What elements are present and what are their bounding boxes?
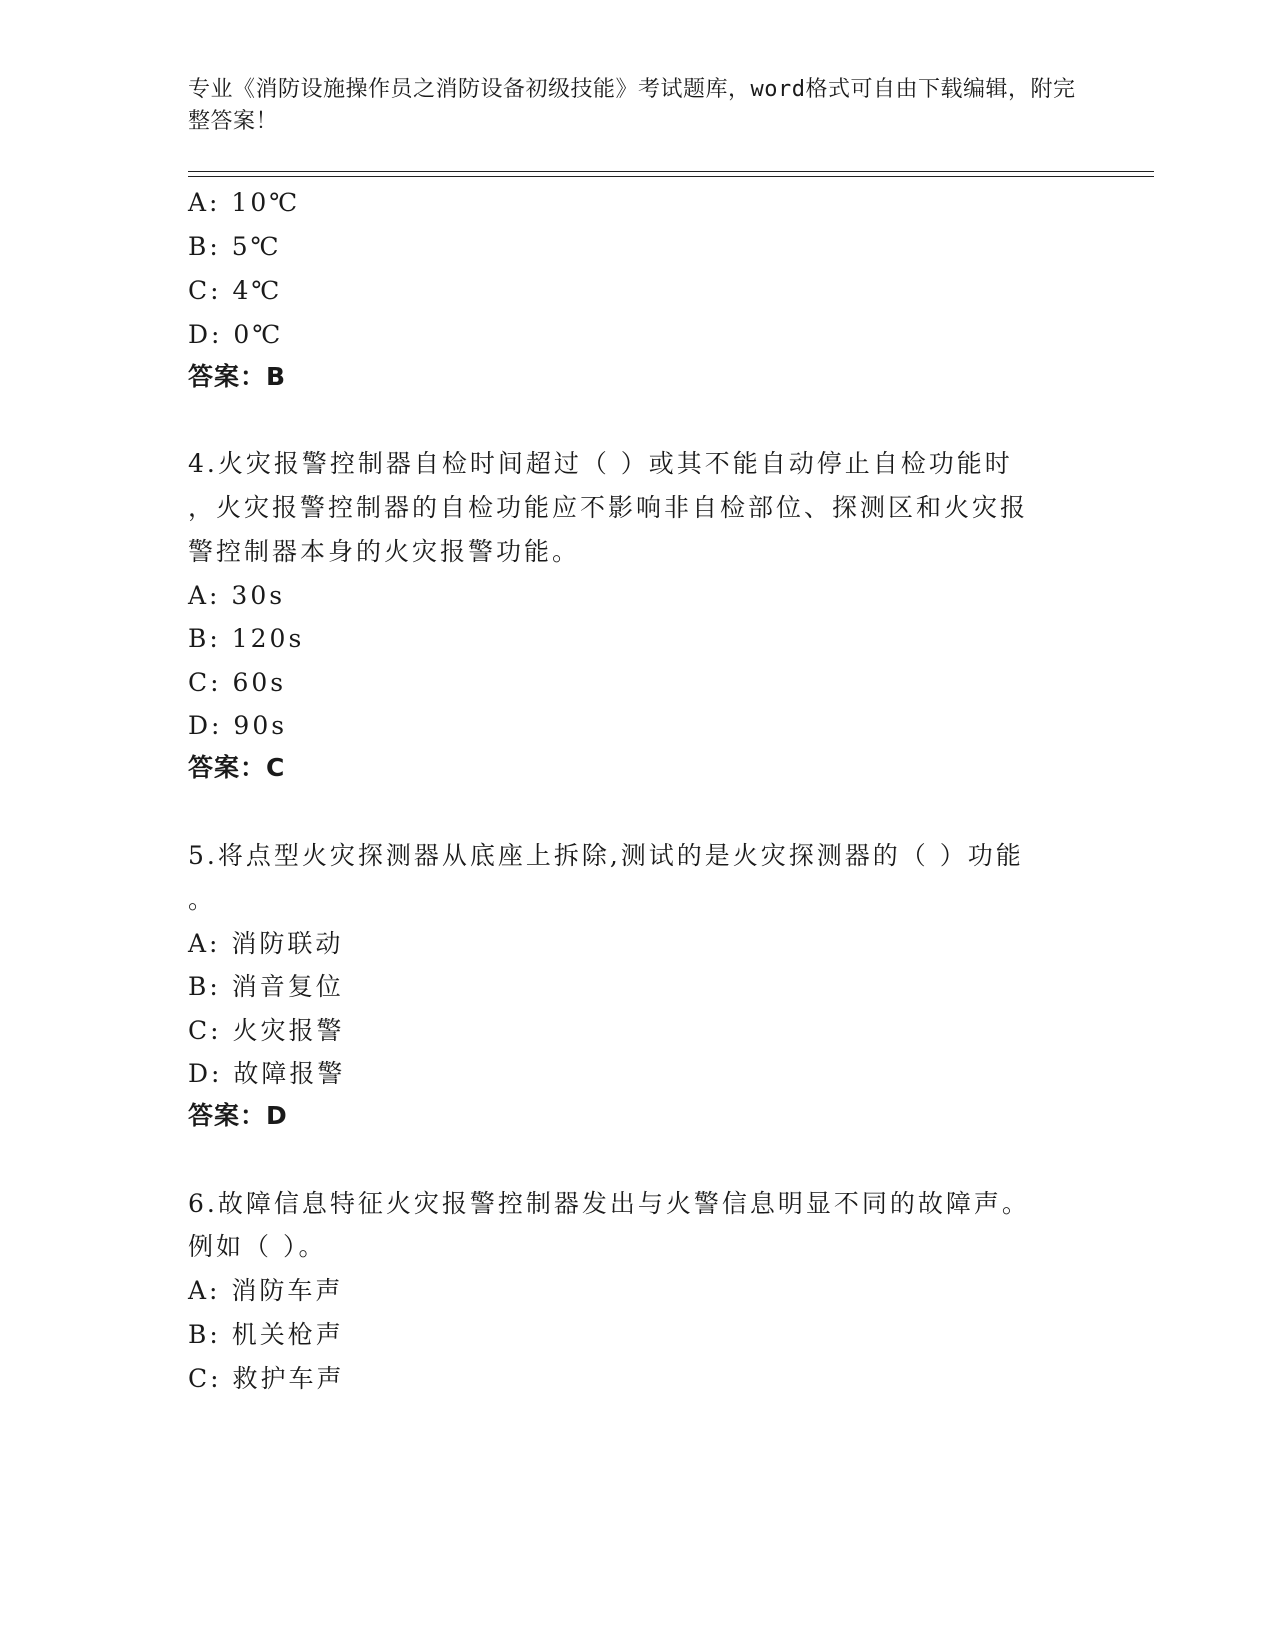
q3-answer: 答案：B — [188, 362, 287, 391]
q4-answer: 答案：C — [188, 753, 286, 782]
q5-stem-line-1: 5.将点型火灾探测器从底座上拆除,测试的是火灾探测器的（ ）功能 — [188, 841, 1024, 870]
q5-stem-line-2: 。 — [188, 885, 217, 914]
q4-option-d: D: 90s — [188, 711, 288, 740]
q3-option-d: D: 0℃ — [188, 320, 284, 349]
q6-option-a: A: 消防车声 — [188, 1276, 344, 1305]
header-rule-bottom — [188, 176, 1154, 177]
q5-option-d: D: 故障报警 — [188, 1059, 346, 1088]
q4-stem-line-2: ，火灾报警控制器的自检功能应不影响非自检部位、探测区和火灾报 — [188, 493, 1029, 522]
q3-option-c: C: 4℃ — [188, 276, 283, 305]
q4-stem-line-3: 警控制器本身的火灾报警功能。 — [188, 537, 581, 566]
q6-stem-line-2: 例如（ ）。 — [188, 1232, 327, 1261]
q5-answer: 答案：D — [188, 1101, 288, 1130]
document-header: 专业《消防设施操作员之消防设备初级技能》考试题库，word格式可自由下载编辑，附完整答案！ — [188, 77, 1076, 134]
q6-option-c: C: 救护车声 — [188, 1364, 345, 1393]
header-rule-top — [188, 171, 1154, 172]
q4-option-a: A: 30s — [188, 581, 286, 610]
q3-option-a: A: 10℃ — [188, 188, 301, 217]
q3-option-b: B: 5℃ — [188, 232, 282, 261]
q6-option-b: B: 机关枪声 — [188, 1320, 344, 1349]
q5-option-b: B: 消音复位 — [188, 972, 344, 1001]
q4-option-c: C: 60s — [188, 668, 287, 697]
q5-option-c: C: 火灾报警 — [188, 1016, 345, 1045]
q5-option-a: A: 消防联动 — [188, 929, 344, 958]
q4-stem-line-1: 4.火灾报警控制器自检时间超过（ ）或其不能自动停止自检功能时 — [188, 449, 1013, 478]
q4-option-b: B: 120s — [188, 624, 305, 653]
q6-stem-line-1: 6.故障信息特征火灾报警控制器发出与火警信息明显不同的故障声。 — [188, 1189, 1030, 1218]
